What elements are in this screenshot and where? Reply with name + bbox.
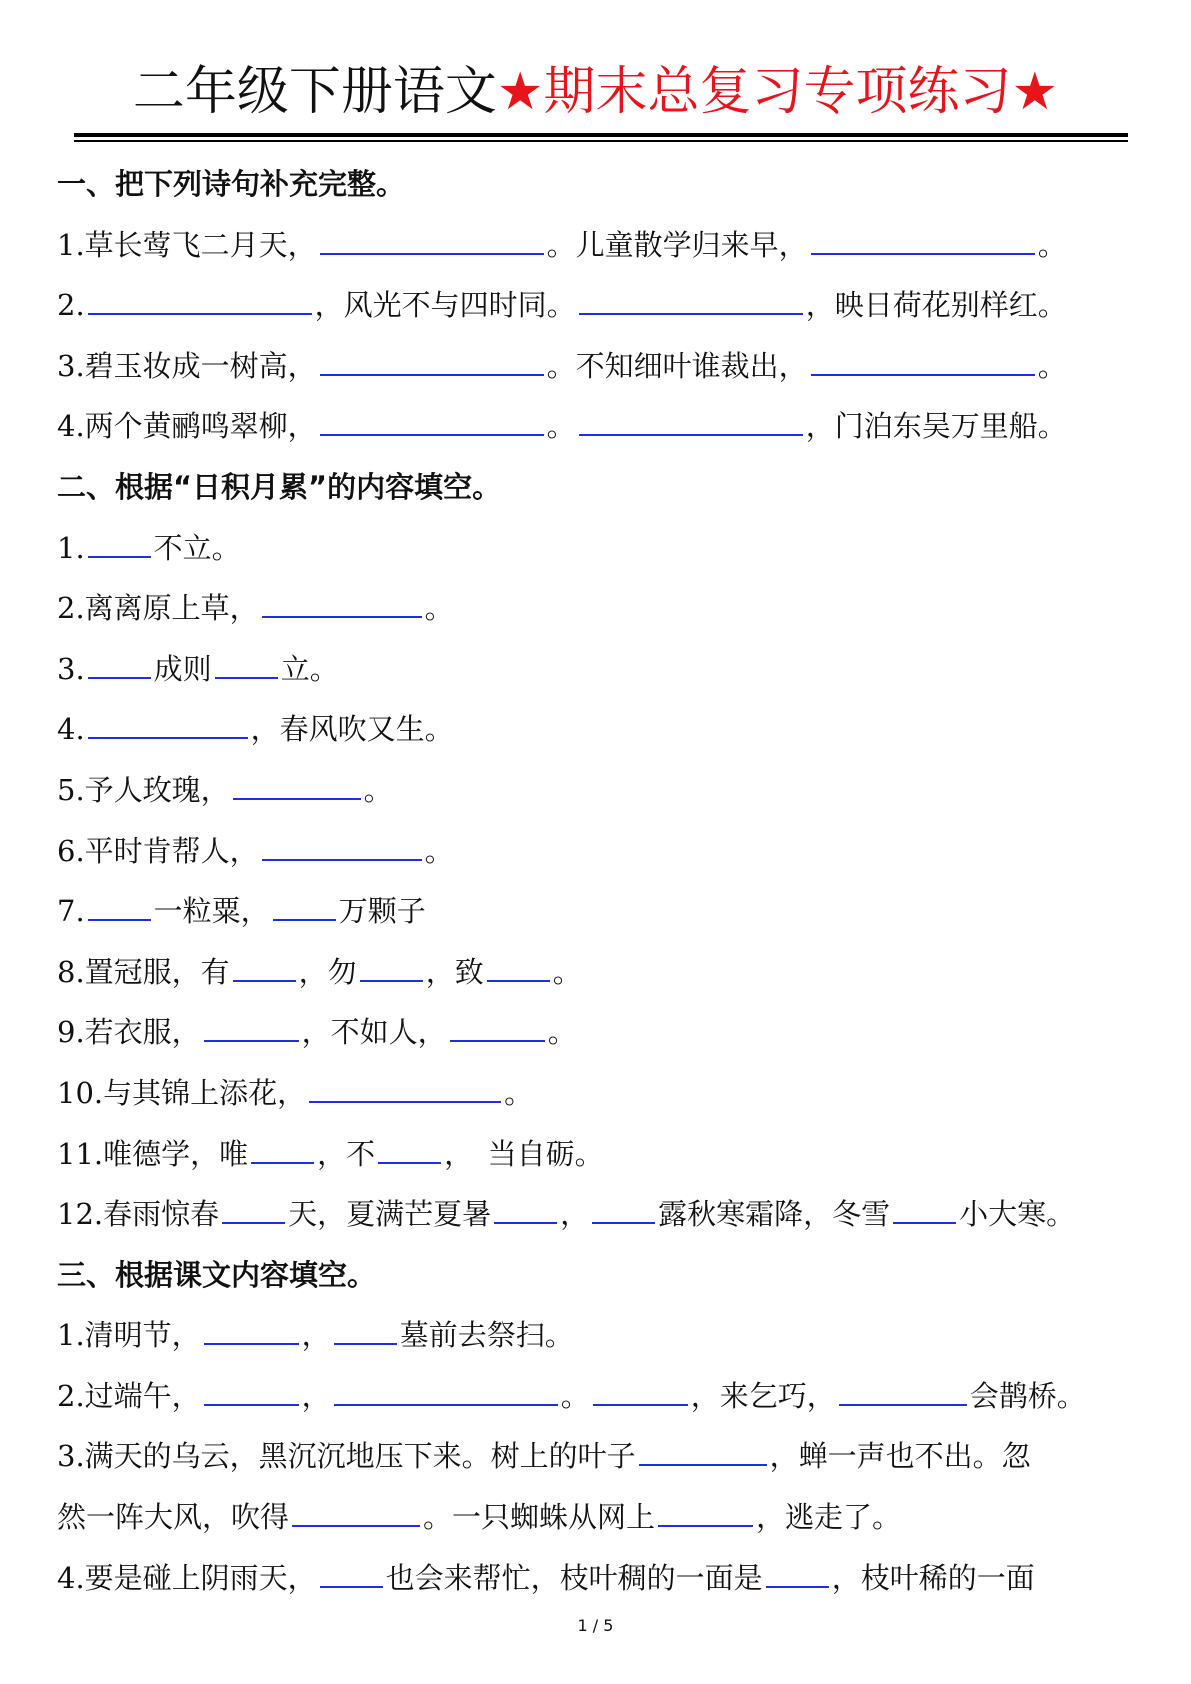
exercise-text: 。 (560, 1378, 590, 1413)
exercise-text: 墓前去祭扫。 (399, 1318, 574, 1353)
fill-in-blank[interactable] (204, 1321, 299, 1345)
fill-in-blank[interactable] (262, 594, 422, 618)
exercise-text: 4. (57, 712, 85, 747)
exercise-text: 4.要是碰上阴雨天， (57, 1560, 317, 1595)
exercise-line (57, 760, 1167, 821)
section-heading (57, 1245, 1167, 1306)
exercise-text: 1.草长莺飞二月天， (57, 227, 317, 262)
page-number: 1 / 5 (577, 1616, 614, 1635)
fill-in-blank[interactable] (334, 1382, 558, 1406)
exercise-text: 然一阵大风，吹得 (57, 1500, 290, 1535)
exercise-text: 二、根据“日积月累”的内容填空。 (57, 469, 502, 504)
fill-in-blank[interactable] (292, 1503, 420, 1527)
section-heading (57, 154, 1167, 215)
exercise-text: ， (560, 1197, 590, 1232)
exercise-text: 3. (57, 651, 85, 686)
fill-in-blank[interactable] (215, 655, 278, 679)
fill-in-blank[interactable] (88, 291, 312, 315)
fill-in-blank[interactable] (839, 1382, 967, 1406)
exercise-text: ，门泊东吴万里船。 (805, 409, 1067, 444)
exercise-text: ，春风吹又生。 (250, 712, 454, 747)
exercise-text: ，勿 (298, 954, 357, 989)
fill-in-blank[interactable] (88, 534, 151, 558)
exercise-line (57, 942, 1167, 1003)
title-rule-thin (74, 140, 1128, 142)
exercise-text: 。 (363, 772, 393, 807)
exercise-line (57, 881, 1167, 942)
exercise-text: 也会来帮忙，枝叶稠的一面是 (385, 1560, 763, 1595)
fill-in-blank[interactable] (320, 412, 544, 436)
title-highlight: ★期末总复习专项练习★ (496, 62, 1059, 122)
exercise-text: 成则 (153, 651, 212, 686)
exercise-line (57, 639, 1167, 700)
title-rule-thick (74, 133, 1128, 137)
fill-in-blank[interactable] (334, 1321, 397, 1345)
exercise-line (57, 336, 1167, 397)
exercise-line (57, 1366, 1167, 1427)
exercise-line (57, 1548, 1167, 1609)
exercise-line (57, 275, 1167, 336)
section-heading (57, 457, 1167, 518)
fill-in-blank[interactable] (579, 291, 803, 315)
exercise-line (57, 1184, 1167, 1245)
exercise-text: 立。 (280, 651, 339, 686)
fill-in-blank[interactable] (262, 837, 422, 861)
exercise-text: ， 当自砺。 (444, 1136, 604, 1171)
fill-in-blank[interactable] (273, 897, 336, 921)
exercise-text: 。一只蜘蛛从网上 (423, 1500, 656, 1535)
exercise-text: 。 (424, 591, 454, 626)
exercise-text: 。 (546, 409, 576, 444)
exercise-text: 一、把下列诗句补充完整。 (57, 167, 406, 201)
fill-in-blank[interactable] (360, 958, 423, 982)
exercise-text: ， (301, 1378, 331, 1413)
exercise-text: 会鹊桥。 (969, 1378, 1086, 1413)
exercise-text: 不立。 (153, 530, 241, 565)
fill-in-blank[interactable] (593, 1382, 688, 1406)
fill-in-blank[interactable] (658, 1503, 753, 1527)
exercise-text: ，蝉一声也不出。忽 (769, 1439, 1031, 1474)
exercise-line (57, 1063, 1167, 1124)
fill-in-blank[interactable] (320, 231, 544, 255)
exercise-text: ，来乞巧， (690, 1378, 836, 1413)
exercise-text: 3.满天的乌云，黑沉沉地压下来。树上的叶子 (57, 1439, 636, 1474)
fill-in-blank[interactable] (450, 1018, 545, 1042)
fill-in-blank[interactable] (204, 1382, 299, 1406)
exercise-text: 。 (547, 1015, 577, 1050)
exercise-line (57, 1426, 1167, 1487)
exercise-text: ，映日荷花别样红。 (805, 288, 1067, 323)
fill-in-blank[interactable] (592, 1200, 655, 1224)
exercise-line (57, 1305, 1167, 1366)
exercise-text: ，逃走了。 (756, 1500, 902, 1535)
exercise-line (57, 1487, 1167, 1548)
exercise-text: 9.若衣服， (57, 1015, 201, 1050)
exercise-text: 露秋寒霜降，冬雪 (658, 1197, 891, 1232)
exercise-text: ， (301, 1318, 331, 1353)
exercise-text: 三、根据课文内容填空。 (57, 1257, 377, 1292)
exercise-text: 12.春雨惊春 (57, 1197, 220, 1232)
exercise-text: ，不 (317, 1136, 376, 1171)
fill-in-blank[interactable] (893, 1200, 956, 1224)
fill-in-blank[interactable] (204, 1018, 299, 1042)
exercise-text: 8.置冠服，有 (57, 954, 230, 989)
exercise-text: ，风光不与四时同。 (314, 288, 576, 323)
exercise-text: 。 (504, 1075, 534, 1110)
fill-in-blank[interactable] (233, 958, 296, 982)
exercise-text: ，致 (425, 954, 484, 989)
exercise-text: 2. (57, 288, 85, 323)
fill-in-blank[interactable] (251, 1140, 314, 1164)
page-title (0, 62, 1191, 122)
fill-in-blank[interactable] (811, 231, 1035, 255)
fill-in-blank[interactable] (222, 1200, 285, 1224)
fill-in-blank[interactable] (378, 1140, 441, 1164)
title-main: 二年级下册语文 (132, 62, 497, 122)
exercise-text: 天，夏满芒夏暑 (288, 1197, 492, 1232)
exercise-text: 。儿童散学归来早， (546, 227, 808, 262)
exercise-text: 5.予人玫瑰， (57, 772, 230, 807)
exercise-line (57, 1002, 1167, 1063)
worksheet-body (57, 154, 1167, 1608)
exercise-text: 11.唯德学，唯 (57, 1136, 249, 1171)
exercise-text: 。不知细叶谁裁出， (546, 348, 808, 383)
exercise-text: 1.清明节， (57, 1318, 201, 1353)
fill-in-blank[interactable] (811, 352, 1035, 376)
exercise-text: ，枝叶稀的一面 (831, 1560, 1035, 1595)
exercise-text: 3.碧玉妆成一树高， (57, 348, 317, 383)
exercise-text: 。 (1037, 348, 1067, 383)
fill-in-blank[interactable] (639, 1442, 767, 1466)
exercise-line (57, 821, 1167, 882)
exercise-text: 万颗子 (338, 894, 426, 929)
exercise-line (57, 518, 1167, 579)
exercise-line (57, 1124, 1167, 1185)
exercise-text: 4.两个黄鹂鸣翠柳， (57, 409, 317, 444)
exercise-text: 6.平时肯帮人， (57, 833, 259, 868)
fill-in-blank[interactable] (88, 897, 151, 921)
exercise-text: 2.过端午， (57, 1378, 201, 1413)
exercise-text: ，不如人， (301, 1015, 447, 1050)
fill-in-blank[interactable] (88, 655, 151, 679)
exercise-text: 一粒粟， (153, 894, 270, 929)
exercise-text: 。 (424, 833, 454, 868)
fill-in-blank[interactable] (309, 1079, 501, 1103)
fill-in-blank[interactable] (579, 412, 803, 436)
fill-in-blank[interactable] (233, 776, 361, 800)
exercise-line (57, 396, 1167, 457)
exercise-text: 小大寒。 (959, 1197, 1076, 1232)
exercise-text: 1. (57, 530, 85, 565)
fill-in-blank[interactable] (88, 715, 248, 739)
exercise-text: 7. (57, 894, 85, 929)
fill-in-blank[interactable] (320, 352, 544, 376)
fill-in-blank[interactable] (487, 958, 550, 982)
exercise-text: 。 (1037, 227, 1067, 262)
exercise-text: 2.离离原上草， (57, 591, 259, 626)
exercise-text: 10.与其锦上添花， (57, 1075, 307, 1110)
exercise-line (57, 578, 1167, 639)
exercise-text: 。 (552, 954, 582, 989)
exercise-line (57, 215, 1167, 276)
exercise-line (57, 699, 1167, 760)
fill-in-blank[interactable] (320, 1564, 383, 1588)
fill-in-blank[interactable] (766, 1564, 829, 1588)
fill-in-blank[interactable] (494, 1200, 557, 1224)
